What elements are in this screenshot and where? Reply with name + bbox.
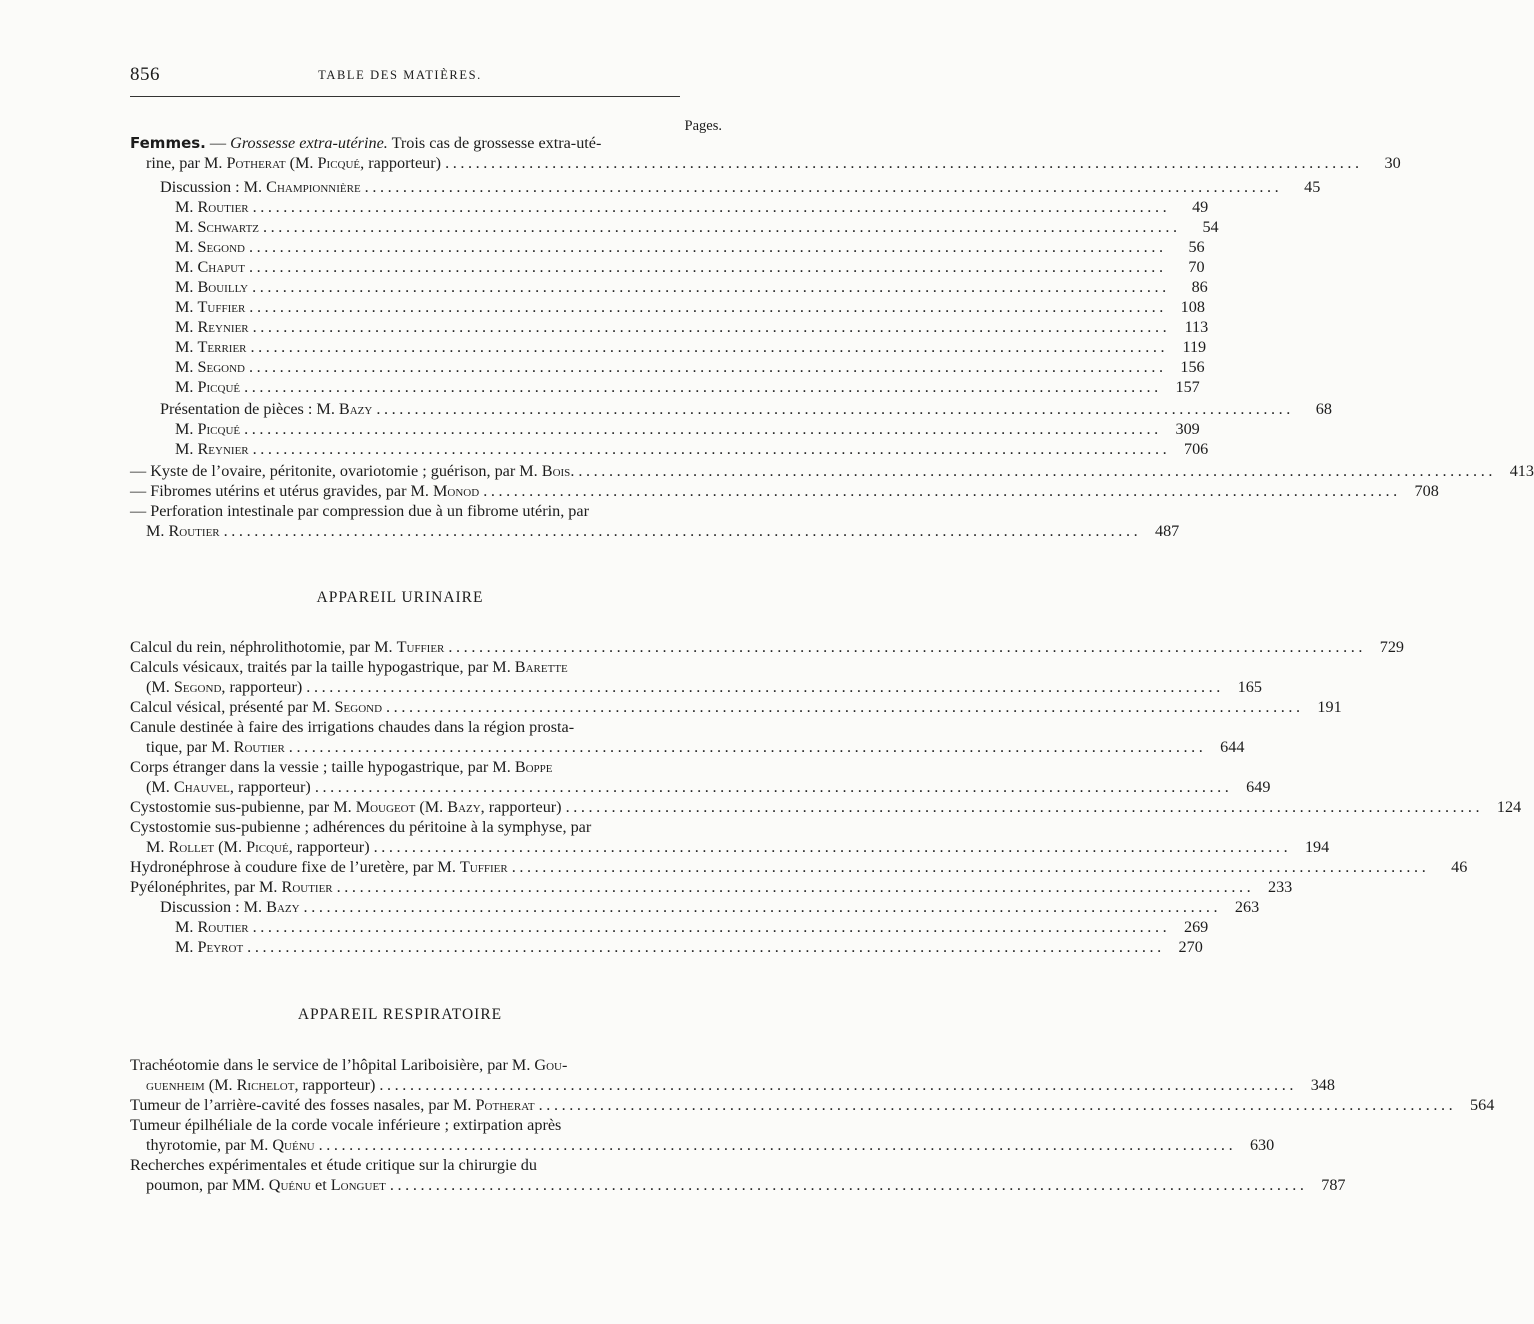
toc-line: poumon, par MM. Quénu et Longuet ........................................................................................................................ 787 — [146, 1176, 1346, 1194]
page-ref: 119 — [1182, 338, 1207, 356]
page-ref: 30 — [1384, 154, 1401, 172]
leader-dots: ........................................................................................................................ — [376, 400, 1294, 418]
leader-dots: ........................................................................................................................ — [565, 798, 1484, 816]
page-ref: 348 — [1310, 1076, 1335, 1094]
page-ref: 564 — [1470, 1096, 1495, 1114]
page-ref: 729 — [1379, 638, 1405, 656]
page-number: 856 — [130, 64, 160, 85]
page-ref: 708 — [1414, 482, 1439, 500]
page-ref: 263 — [1234, 898, 1260, 916]
toc-line: M. Bouilly ........................................................................................................................ 86 — [175, 278, 1208, 296]
toc-line — [130, 133, 722, 153]
toc-line: M. Segond ........................................................................................................................ 56 — [175, 238, 1205, 256]
entry-text: Discussion : M. Championnière — [160, 178, 361, 196]
leader-dots: ........................................................................................................................ — [244, 378, 1162, 396]
entry-heading: Femmes. — [130, 134, 206, 152]
page-ref: 706 — [1183, 440, 1209, 458]
toc-line: M. Picqué ........................................................................................................................ 157 — [175, 378, 1200, 396]
page-ref: 56 — [1188, 238, 1205, 256]
toc-line: M. Rollet (M. Picqué, rapporteur) ........................................................................................................................ 194 — [146, 838, 1330, 856]
section-title-respiratoire: APPAREIL RESPIRATOIRE — [297, 1006, 503, 1023]
leader-dots: ........................................................................................................................ — [249, 298, 1167, 316]
toc-line: Trachéotomie dans le service de l’hôpital Lariboisière, par M. Gou- — [130, 1056, 568, 1074]
toc-line: guenheim (M. Richelot, rapporteur) ........................................................................................................................ 348 — [146, 1076, 1335, 1094]
toc-line: Canule destinée à faire des irrigations chaudes dans la région prosta- — [130, 718, 575, 736]
pages-column-label: Pages. — [684, 118, 722, 134]
leader-dots: ........................................................................................................................ — [306, 678, 1224, 696]
leader-dots: ........................................................................................................................ — [249, 238, 1167, 256]
toc-line: M. Chaput ........................................................................................................................ 70 — [175, 258, 1205, 276]
page-ref: 644 — [1220, 738, 1245, 756]
toc-line: Tumeur épilhéliale de la corde vocale inférieure ; extirpation après — [130, 1116, 562, 1134]
entry-text: Trois cas de grossesse extra-uté- — [387, 134, 602, 152]
page-ref: 68 — [1315, 400, 1332, 418]
page-ref: 269 — [1183, 918, 1209, 936]
leader-dots: ........................................................................................................................ — [244, 420, 1162, 438]
toc-line: M. Schwartz ........................................................................................................................ 54 — [175, 218, 1219, 236]
toc-line: Pyélonéphrites, par M. Routier ........................................................................................................................ 233 — [130, 878, 1293, 896]
page-ref: 49 — [1192, 198, 1209, 216]
leader-dots: ........................................................................................................................ — [223, 522, 1142, 540]
leader-dots: ........................................................................................................................ — [248, 258, 1167, 276]
leader-dots: ........................................................................................................................ — [252, 318, 1171, 336]
toc-line: Présentation de pièces : M. Bazy ........................................................................................................................ 68 — [160, 400, 1332, 418]
dash: — — [205, 134, 231, 152]
leader-dots: ........................................................................................................................ — [379, 1076, 1297, 1094]
page-ref: 787 — [1321, 1176, 1346, 1194]
toc-line: Discussion : M. Bazy ........................................................................................................................ 263 — [160, 898, 1260, 916]
leader-dots: ........................................................................................................................ — [578, 462, 1496, 480]
toc-line: — Fibromes utérins et utérus gravides, par M. Monod ........................................................................................................................ 708 — [130, 482, 1439, 500]
toc-line: M. Tuffier ........................................................................................................................ 108 — [175, 298, 1205, 316]
entry-text: — Perforation intestinale par compression due à un fibrome utérin, par — [130, 502, 589, 520]
toc-line: Hydronéphrose à coudure fixe de l’uretère, par M. Tuffier ........................................................................................................................ 46 — [130, 858, 1468, 876]
page-ref: 233 — [1267, 878, 1293, 896]
leader-dots: ........................................................................................................................ — [373, 838, 1292, 856]
page-ref: 630 — [1249, 1136, 1275, 1154]
toc-line — [130, 501, 722, 521]
toc-line: (M. Chauvel, rapporteur) ........................................................................................................................ 649 — [146, 778, 1271, 796]
toc-line: M. Peyrot ........................................................................................................................ 270 — [175, 938, 1203, 956]
toc-line — [160, 177, 1321, 197]
toc-line: M. Reynier ........................................................................................................................ 113 — [175, 318, 1209, 336]
leader-dots: ........................................................................................................................ — [303, 898, 1222, 916]
page-ref: 487 — [1154, 522, 1180, 540]
section-title-urinaire: APPAREIL URINAIRE — [316, 589, 484, 606]
page-ref: 113 — [1184, 318, 1209, 336]
page-ref: 165 — [1237, 678, 1262, 696]
toc-line: Calcul du rein, néphrolithotomie, par M. Tuffier ........................................................................................................................ 729 — [130, 638, 1405, 656]
toc-line: M. Routier ........................................................................................................................ 49 — [175, 198, 1209, 216]
toc-line: M. Routier ........................................................................................................................ 269 — [175, 918, 1209, 936]
page-ref: 54 — [1202, 218, 1219, 236]
leader-dots: ........................................................................................................................ — [364, 178, 1283, 196]
toc-line: (M. Segond, rapporteur) ........................................................................................................................ 165 — [146, 678, 1262, 696]
leader-dots: ........................................................................................................................ — [448, 638, 1367, 656]
toc-line — [146, 153, 1401, 173]
page-ref: 108 — [1180, 298, 1205, 316]
toc-line: M. Reynier ........................................................................................................................ 706 — [175, 440, 1209, 458]
leader-dots: ........................................................................................................................ — [483, 482, 1401, 500]
leader-dots: ........................................................................................................................ — [318, 1136, 1237, 1154]
page-ref: 124 — [1496, 798, 1522, 816]
leader-dots: ........................................................................................................................ — [386, 698, 1304, 716]
page-ref: 309 — [1175, 420, 1200, 438]
toc-line: Recherches expérimentales et étude critique sur la chirurgie du — [130, 1156, 537, 1174]
toc-line: Cystostomie sus-pubienne, par M. Mougeot (M. Bazy, rapporteur) ........................................................................................................................ 124 — [130, 798, 1522, 816]
header-rule — [130, 96, 680, 97]
page-ref: 45 — [1304, 178, 1321, 196]
page-ref: 413 — [1509, 462, 1534, 480]
leader-dots: ........................................................................................................................ — [250, 338, 1169, 356]
toc-line: — Kyste de l’ovaire, péritonite, ovariotomie ; guérison, par M. Bois. ........................................................................................................................ 413 — [130, 462, 1534, 480]
leader-dots: ........................................................................................................................ — [263, 218, 1181, 236]
toc-line: thyrotomie, par M. Quénu ........................................................................................................................ 630 — [146, 1136, 1275, 1154]
leader-dots: ........................................................................................................................ — [336, 878, 1255, 896]
leader-dots: ........................................................................................................................ — [252, 918, 1171, 936]
page-ref: 191 — [1317, 698, 1342, 716]
leader-dots: ........................................................................................................................ — [252, 440, 1171, 458]
leader-dots: ........................................................................................................................ — [252, 278, 1170, 296]
page-ref: 649 — [1246, 778, 1271, 796]
toc-line: M. Picqué ........................................................................................................................ 309 — [175, 420, 1200, 438]
toc-line: tique, par M. Routier ........................................................................................................................ 644 — [146, 738, 1245, 756]
leader-dots: ........................................................................................................................ — [389, 1176, 1308, 1194]
entry-text: rine, par M. Potherat (M. Picqué, rapporteur) — [146, 154, 442, 172]
page-ref: 70 — [1188, 258, 1205, 276]
toc-line: Cystostomie sus-pubienne ; adhérences du péritoine à la symphyse, par — [130, 818, 592, 836]
page-ref: 46 — [1451, 858, 1468, 876]
leader-dots: ........................................................................................................................ — [249, 358, 1167, 376]
leader-dots: ........................................................................................................................ — [538, 1096, 1457, 1114]
entry-subject: Grossesse extra-utérine. — [230, 134, 388, 152]
toc-line: M. Terrier ........................................................................................................................ 119 — [175, 338, 1207, 356]
toc-line: Calculs vésicaux, traités par la taille hypogastrique, par M. Barette — [130, 658, 568, 676]
toc-line: M. Routier ........................................................................................................................ 487 — [146, 522, 1180, 540]
toc-line: Calcul vésical, présenté par M. Segond ........................................................................................................................ 191 — [130, 698, 1342, 716]
leader-dots: ........................................................................................................................ — [511, 858, 1430, 876]
page-ref: 157 — [1175, 378, 1200, 396]
leader-dots: ........................................................................................................................ — [288, 738, 1207, 756]
running-head: TABLE DES MATIÈRES. — [318, 68, 482, 82]
toc-line: Corps étranger dans la vessie ; taille hypogastrique, par M. Boppe — [130, 758, 553, 776]
leader-dots: ........................................................................................................................ — [445, 154, 1363, 172]
leader-dots: ........................................................................................................................ — [314, 778, 1233, 796]
page-ref: 86 — [1191, 278, 1208, 296]
page-ref: 194 — [1304, 838, 1330, 856]
leader-dots: ........................................................................................................................ — [247, 938, 1165, 956]
page-ref: 270 — [1178, 938, 1203, 956]
leader-dots: ........................................................................................................................ — [252, 198, 1171, 216]
toc-line: Tumeur de l’arrière-cavité des fosses nasales, par M. Potherat ........................................................................................................................ 564 — [130, 1096, 1495, 1114]
page-ref: 156 — [1180, 358, 1205, 376]
toc-line: M. Segond ........................................................................................................................ 156 — [175, 358, 1205, 376]
